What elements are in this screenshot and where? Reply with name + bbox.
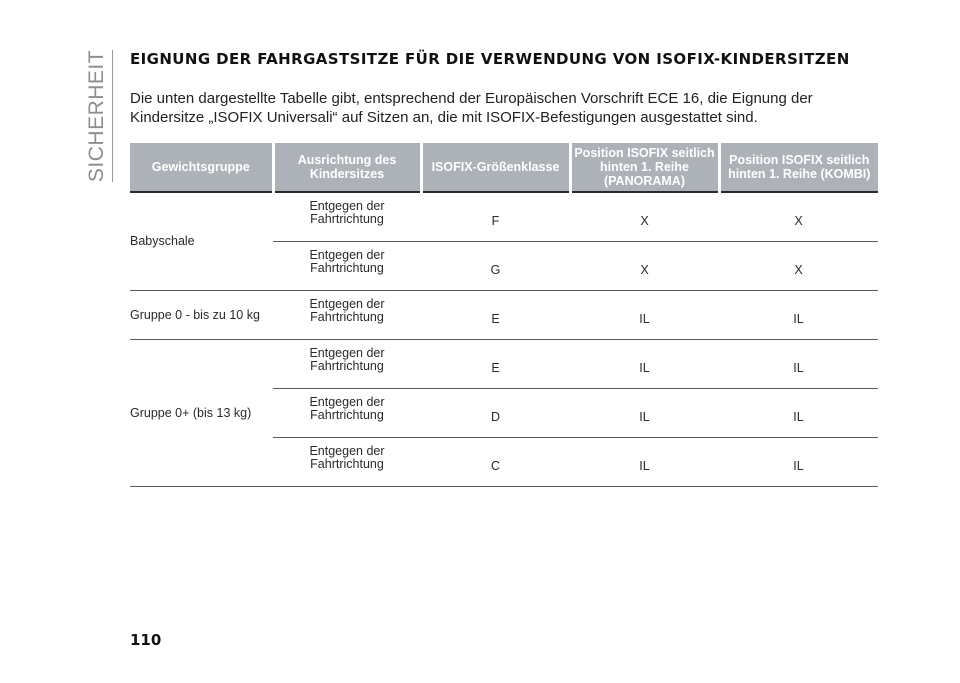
size-class-cell: E <box>421 340 570 389</box>
header-size-class: ISOFIX-Größenklasse <box>421 143 570 192</box>
table-row <box>130 291 878 340</box>
size-class-cell: C <box>421 438 570 487</box>
kombi-cell: IL <box>719 389 878 438</box>
header-position-panorama: Position ISOFIX seitlich hinten 1. Reihe (PANORAMA) <box>570 143 719 192</box>
section-divider <box>112 50 113 182</box>
panorama-cell: X <box>570 242 719 291</box>
weight-group-cell: Gruppe 0 - bis zu 10 kg <box>130 291 273 340</box>
header-position-kombi: Position ISOFIX seitlich hinten 1. Reihe (KOMBI) <box>719 143 878 192</box>
kombi-cell: IL <box>719 340 878 389</box>
orientation-cell: Entgegen der Fahrtrichtung <box>273 389 421 438</box>
orientation-cell: Entgegen der Fahrtrichtung <box>273 340 421 389</box>
kombi-cell: IL <box>719 291 878 340</box>
orientation-cell: Entgegen der Fahrtrichtung <box>273 291 421 340</box>
page-title: EIGNUNG DER FAHRGASTSITZE FÜR DIE VERWENDUNG VON ISOFIX-KINDERSITZEN <box>130 50 850 68</box>
size-class-cell: D <box>421 389 570 438</box>
header-weight-group: Gewichtsgruppe <box>130 143 273 192</box>
panorama-cell: IL <box>570 389 719 438</box>
weight-group-cell: Gruppe 0+ (bis 13 kg) <box>130 340 273 487</box>
page-number: 110 <box>130 631 162 649</box>
size-class-cell: E <box>421 291 570 340</box>
section-tab-label: SICHERHEIT <box>85 49 108 183</box>
size-class-cell: F <box>421 192 570 242</box>
weight-group-cell: Babyschale <box>130 192 273 291</box>
panorama-cell: X <box>570 192 719 242</box>
kombi-cell: X <box>719 242 878 291</box>
isofix-suitability-table <box>130 143 878 487</box>
section-tab <box>85 49 108 183</box>
panorama-cell: IL <box>570 340 719 389</box>
panorama-cell: IL <box>570 438 719 487</box>
orientation-cell: Entgegen der Fahrtrichtung <box>273 438 421 487</box>
table-row <box>130 340 878 389</box>
kombi-cell: IL <box>719 438 878 487</box>
orientation-cell: Entgegen der Fahrtrichtung <box>273 192 421 242</box>
kombi-cell: X <box>719 192 878 242</box>
table-row <box>130 192 878 242</box>
table-header-row <box>130 143 878 192</box>
header-orientation: Ausrichtung des Kindersitzes <box>273 143 421 192</box>
size-class-cell: G <box>421 242 570 291</box>
orientation-cell: Entgegen der Fahrtrichtung <box>273 242 421 291</box>
panorama-cell: IL <box>570 291 719 340</box>
intro-paragraph: Die unten dargestellte Tabelle gibt, entsprechend der Europäischen Vorschrift ECE 16, die Eignung der Kindersitze „ISOFIX Universali“ auf Sitzen an, die mit ISOFIX-Befestigungen ausgestattet sind. <box>130 90 813 126</box>
